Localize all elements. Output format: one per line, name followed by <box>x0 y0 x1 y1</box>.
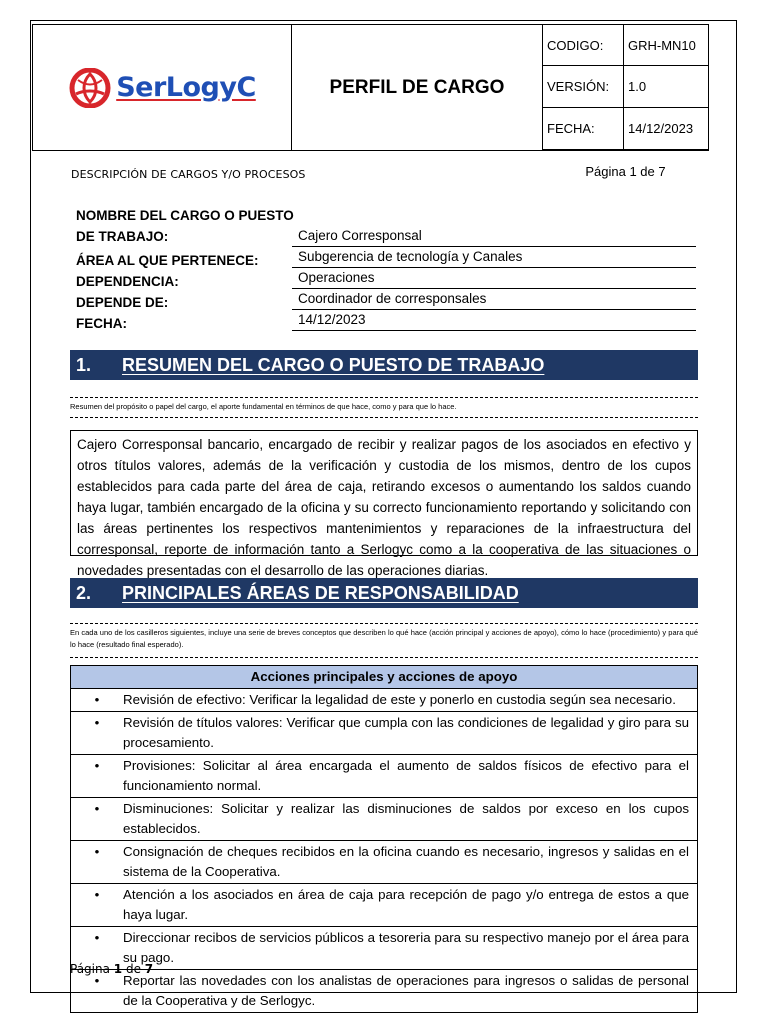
section2-heading <box>70 578 698 608</box>
field-value: 14/12/2023 <box>292 310 696 331</box>
bullet-icon: • <box>94 844 100 859</box>
action-item: Direccionar recibos de servicios públicos a tesoreria para su respectivo manejo por el área para su pago. <box>123 930 689 965</box>
bullet-icon: • <box>94 801 100 816</box>
action-item: Disminuciones: Solicitar y realizar las disminuciones de saldos por exceso en los cupos establecidos. <box>123 801 689 836</box>
nombre-label-line1: NOMBRE DEL CARGO O PUESTO <box>76 208 294 223</box>
action-item: Provisiones: Solicitar al área encargada el aumento de saldos físicos de efectivo para el funcionamiento normal. <box>123 758 689 793</box>
actions-table <box>70 665 698 1013</box>
version-value: 1.0 <box>624 66 709 108</box>
field-value: Subgerencia de tecnología y Canales <box>292 247 696 268</box>
section1-heading <box>70 350 698 380</box>
table-row <box>71 755 698 798</box>
divider <box>70 417 698 418</box>
section-number: 2. <box>76 582 92 603</box>
codigo-label: CODIGO: <box>543 25 624 66</box>
job-fields <box>76 206 696 331</box>
section-number: 1. <box>76 354 92 375</box>
footer-middle: de <box>122 962 145 976</box>
doc-subtitle: DESCRIPCIÓN DE CARGOS Y/O PROCESOS <box>71 168 306 181</box>
bullet-icon: • <box>94 758 100 773</box>
field-area <box>76 247 696 268</box>
meta-table <box>543 25 708 150</box>
table-row <box>71 970 698 1013</box>
page-footer <box>70 962 153 976</box>
page-count: Página 1 de 7 <box>585 164 666 179</box>
field-value: Coordinador de corresponsales <box>292 289 696 310</box>
section-title: RESUMEN DEL CARGO O PUESTO DE TRABAJO <box>122 354 545 375</box>
table-header: Acciones principales y acciones de apoyo <box>71 666 698 689</box>
field-fecha <box>76 310 696 331</box>
table-row <box>71 689 698 712</box>
divider <box>70 657 698 658</box>
section1-instruction: Resumen del propósito o papel del cargo, el aporte fundamental en términos de que hace, como y para que lo hace. <box>70 402 457 411</box>
footer-prefix: Página <box>70 962 114 976</box>
divider <box>70 397 698 398</box>
field-depende <box>76 289 696 310</box>
fecha-label: FECHA: <box>543 108 624 150</box>
fecha-value: 14/12/2023 <box>624 108 709 150</box>
footer-current-page: 1 <box>113 962 123 976</box>
bullet-icon: • <box>94 715 100 730</box>
document-title: PERFIL DE CARGO <box>292 25 543 151</box>
field-dependencia <box>76 268 696 289</box>
logo-text: SerLogyC <box>116 72 256 103</box>
section2-instruction: En cada uno de los casilleros siguientes, incluye una serie de breves conceptos que describen lo qué hace (acción principal y acciones de apoyo), cómo lo hace (procedimiento) y para qué lo hace (resultado final esperado). <box>70 628 698 649</box>
field-label: DEPENDENCIA: <box>76 274 179 289</box>
section-title: PRINCIPALES ÁREAS DE RESPONSABILIDAD <box>122 582 519 603</box>
action-item: Atención a los asociados en área de caja para recepción de pago y/o entrega de estos a que haya lugar. <box>123 887 689 922</box>
table-row <box>71 712 698 755</box>
meta-cell <box>543 25 709 179</box>
field-label: DEPENDE DE: <box>76 295 169 310</box>
version-label: VERSIÓN: <box>543 66 624 108</box>
codigo-value: GRH-MN10 <box>624 25 709 66</box>
section1-summary: Cajero Corresponsal bancario, encargado de recibir y realizar pagos de los asociados en efectivo y otros títulos valores, además de la verificación y custodia de los mismos, dentro de los cupos establecidos para cada parte del área de caja, retirando excesos o aumentando los saldos cuando haya lugar, también encargado de la oficina y su correcto funcionamiento reportando y solicitando con las áreas pertinentes los respectivos mantenimientos y reparaciones de la infraestructura del corresponsal, reporte de información tanto a Serlogyc como a la cooperativa de las situaciones o novedades presentadas con el desarrollo de las operaciones diarias. <box>70 430 698 556</box>
action-item: Reportar las novedades con los analistas de operaciones para ingresos o salidas de personal de la Cooperativa y de Serlogyc. <box>123 973 689 1008</box>
serlogyc-emblem-icon <box>68 68 112 108</box>
field-nombre <box>76 226 696 247</box>
logo-cell <box>33 25 292 151</box>
action-item: Consignación de cheques recibidos en la oficina cuando es necesario, ingresos y salidas en el sistema de la Cooperativa. <box>123 844 689 879</box>
field-value: Operaciones <box>292 268 696 289</box>
divider <box>70 623 698 624</box>
bullet-icon: • <box>94 930 100 945</box>
field-label: ÁREA AL QUE PERTENECE: <box>76 253 259 268</box>
action-item: Revisión de títulos valores: Verificar que cumpla con las condiciones de legalidad y giro para su procesamiento. <box>123 715 689 750</box>
field-label: DE TRABAJO: <box>76 229 169 244</box>
company-logo <box>33 68 291 108</box>
bullet-icon: • <box>94 692 100 707</box>
bullet-icon: • <box>94 973 100 988</box>
field-label: FECHA: <box>76 316 127 331</box>
bullet-icon: • <box>94 887 100 902</box>
table-row <box>71 798 698 841</box>
footer-total-pages: 7 <box>144 962 154 976</box>
field-value: Cajero Corresponsal <box>292 226 696 247</box>
action-item: Revisión de efectivo: Verificar la legalidad de este y ponerlo en custodia según sea necesario. <box>123 692 676 707</box>
table-row <box>71 884 698 927</box>
table-row <box>71 841 698 884</box>
table-row <box>71 927 698 970</box>
